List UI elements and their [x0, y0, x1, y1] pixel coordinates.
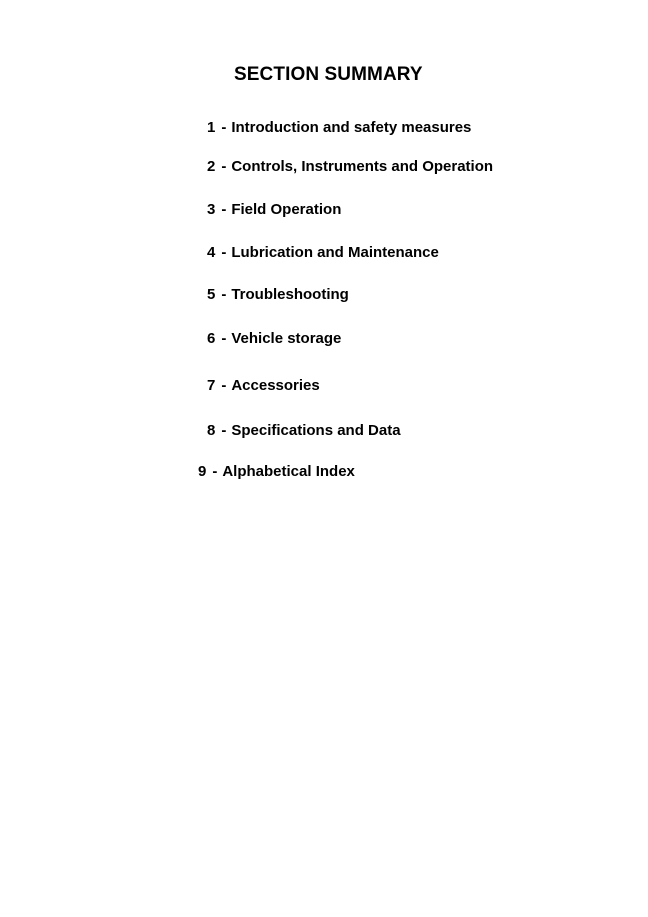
section-label: Vehicle storage	[231, 330, 342, 347]
section-number: 2	[207, 158, 216, 175]
section-label: Specifications and Data	[231, 422, 401, 439]
section-number: 3	[207, 201, 216, 218]
section-number: 7	[207, 377, 216, 394]
section-label: Introduction and safety measures	[231, 119, 472, 136]
section-entry-7	[207, 377, 320, 395]
section-separator: -	[221, 201, 227, 218]
section-label: Accessories	[231, 377, 320, 394]
page-title: SECTION SUMMARY	[234, 64, 423, 85]
section-label: Field Operation	[231, 201, 342, 218]
section-entry-2	[207, 158, 493, 176]
section-entry-9	[198, 463, 355, 481]
section-separator: -	[221, 377, 227, 394]
section-label: Lubrication and Maintenance	[231, 244, 439, 261]
section-separator: -	[221, 286, 227, 303]
section-label: Alphabetical Index	[222, 463, 355, 480]
section-entry-6	[207, 330, 341, 348]
section-number: 6	[207, 330, 216, 347]
section-entry-1	[207, 119, 471, 137]
section-label: Controls, Instruments and Operation	[231, 158, 494, 175]
section-number: 4	[207, 244, 216, 261]
section-entry-3	[207, 201, 341, 219]
section-entry-4	[207, 244, 439, 262]
section-separator: -	[221, 244, 227, 261]
section-number: 8	[207, 422, 216, 439]
section-separator: -	[221, 422, 227, 439]
section-number: 1	[207, 119, 216, 136]
section-number: 9	[198, 463, 207, 480]
section-entry-5	[207, 286, 349, 304]
section-separator: -	[221, 330, 227, 347]
section-separator: -	[221, 158, 227, 175]
section-number: 5	[207, 286, 216, 303]
section-label: Troubleshooting	[231, 286, 349, 303]
section-separator: -	[221, 119, 227, 136]
section-entry-8	[207, 422, 401, 440]
section-separator: -	[212, 463, 218, 480]
